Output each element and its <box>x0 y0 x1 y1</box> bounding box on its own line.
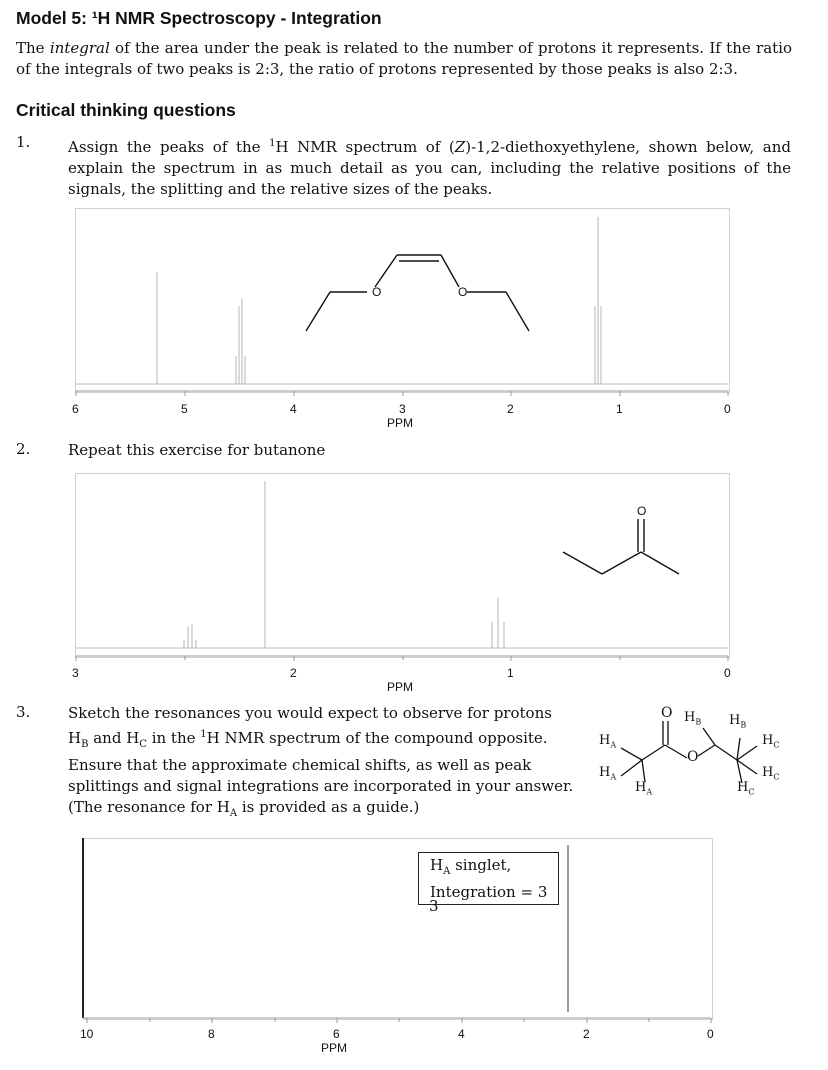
ha-annotation-overflow: 3 <box>429 897 439 915</box>
page-title: Model 5: ¹H NMR Spectroscopy - Integration <box>16 8 382 28</box>
spectrum-2-tick: 2 <box>290 666 297 680</box>
spectrum-1-tick: 5 <box>181 402 188 416</box>
spectrum-1-oxygen-1: O <box>372 285 382 299</box>
spectrum-3-tick: 10 <box>80 1027 94 1041</box>
spectrum-2-tick: 0 <box>724 666 731 680</box>
question-1-text: Assign the peaks of the $^1$H NMR spectrum of (Z)-1,2-diethoxyethylene, shown below, and explain the spectrum in as much detail as you can, including the relative positions of the signals, the splitting and the relative sizes of the peaks. <box>68 138 791 198</box>
compound-3-ha-label: $H_A$ <box>599 765 617 782</box>
question-2-number: 2. <box>16 440 31 458</box>
spectrum-3-tick: 8 <box>208 1027 215 1041</box>
ha-annotation-line-1: $H_A$ singlet, <box>430 856 512 877</box>
spectrum-2-tick: 3 <box>72 666 79 680</box>
spectrum-1-tick: 0 <box>724 402 731 416</box>
spectrum-2-oxygen: O <box>637 504 647 518</box>
question-3-number: 3. <box>16 703 31 721</box>
spectrum-1-tick: 3 <box>399 402 406 416</box>
spectrum-3-tick: 0 <box>707 1027 714 1041</box>
spectrum-1-tick: 4 <box>290 402 297 416</box>
spectrum-2-tick: 1 <box>507 666 514 680</box>
question-2-text: Repeat this exercise for butanone <box>68 441 326 459</box>
compound-3-ha-label: $H_A$ <box>599 733 617 750</box>
compound-3-hc-label: $H_C$ <box>762 765 780 782</box>
question-3-text: Sketch the resonances you would expect to observe for protons $H_B$ and $H_C$ in the $^1$H NMR spectrum of the compound opposite. Ensure that the approximate chemical shifts, as well as peak splittings and signal integrations are incorporated in your answer. (The resonance for $H_A$ is provided as a guide.) <box>68 704 574 819</box>
spectrum-3-tick: 2 <box>583 1027 590 1041</box>
ha-annotation-line-2: Integration = 3 <box>430 883 548 901</box>
section-title: Critical thinking questions <box>16 100 236 120</box>
compound-3-hc-label: $H_C$ <box>737 780 755 797</box>
compound-3-hb-label: $H_B$ <box>684 710 702 727</box>
spectrum-1-xlabel: PPM <box>387 416 414 430</box>
spectrum-3-tick: 6 <box>333 1027 340 1041</box>
spectrum-1-tick: 1 <box>616 402 623 416</box>
compound-3-ester-oxygen: O <box>687 749 699 765</box>
spectrum-1-oxygen-2: O <box>458 285 468 299</box>
spectrum-1-tick: 2 <box>507 402 514 416</box>
ha-annotation-box <box>418 852 559 905</box>
spectrum-2-xlabel: PPM <box>387 680 414 694</box>
spectrum-3-tick: 4 <box>458 1027 465 1041</box>
intro-paragraph: The integral of the area under the peak is related to the number of protons it represents. If the ratio of the integrals of two peaks is 2:3, the ratio of protons represented by those peaks is also 2:3. <box>16 39 792 78</box>
question-1-number: 1. <box>16 133 31 151</box>
compound-3-carbonyl-oxygen: O <box>661 705 673 721</box>
spectrum-1-tick: 6 <box>72 402 79 416</box>
spectrum-3-xlabel: PPM <box>321 1041 348 1055</box>
compound-3-hc-label: $H_C$ <box>762 733 780 750</box>
compound-3-ha-label: $H_A$ <box>635 780 653 797</box>
compound-3-hb-label: $H_B$ <box>729 713 747 730</box>
